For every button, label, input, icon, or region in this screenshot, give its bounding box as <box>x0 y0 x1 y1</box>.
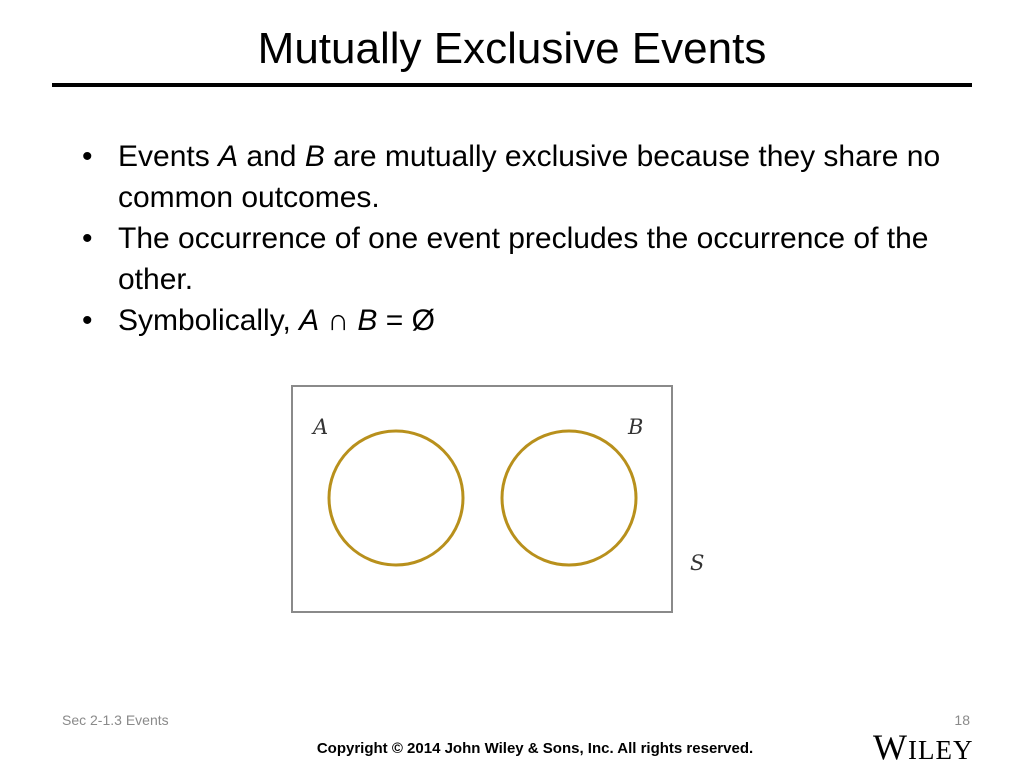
event-b-symbol: B <box>304 140 325 173</box>
bullet-item-2 <box>80 218 960 300</box>
venn-diagram <box>290 384 720 616</box>
event-b-symbol: B <box>357 304 378 337</box>
event-a-symbol: A <box>218 140 239 173</box>
bullet-icon: • <box>82 222 93 255</box>
bullet-icon: • <box>82 304 93 337</box>
copyright-notice: Copyright © 2014 John Wiley & Sons, Inc. All rights reserved. <box>316 740 754 757</box>
event-a-circle <box>329 431 463 565</box>
section-reference: Sec 2-1.3 Events <box>62 712 169 728</box>
page-number: 18 <box>954 712 970 728</box>
bullet-3-text-a: Symbolically, <box>118 304 300 337</box>
slide-title: Mutually Exclusive Events <box>257 24 767 73</box>
intersection-symbol: ∩ <box>319 304 358 337</box>
bullet-1-text-a: Events <box>118 140 219 173</box>
bullet-icon: • <box>82 140 93 173</box>
event-b-circle <box>502 431 636 565</box>
bullet-1-text-b: and <box>238 140 305 173</box>
wiley-logo <box>873 728 973 768</box>
bullet-list <box>80 136 960 341</box>
title-underline <box>52 83 972 87</box>
event-b-label: B <box>628 415 644 439</box>
bullet-2-text: The occurrence of one event precludes the occurrence of the other. <box>118 222 929 296</box>
empty-set-expression: = Ø <box>377 304 435 337</box>
event-a-label: A <box>313 415 329 439</box>
bullet-item-3 <box>80 300 960 341</box>
event-a-symbol: A <box>299 304 320 337</box>
logo-initial: W <box>873 727 908 767</box>
sample-space-box <box>292 386 672 612</box>
bullet-item-1 <box>80 136 960 218</box>
sample-space-label: S <box>690 551 705 575</box>
logo-rest: ILEY <box>907 735 974 765</box>
bullet-1-text-c: are mutually exclusive because they share no common outcomes. <box>118 140 941 214</box>
